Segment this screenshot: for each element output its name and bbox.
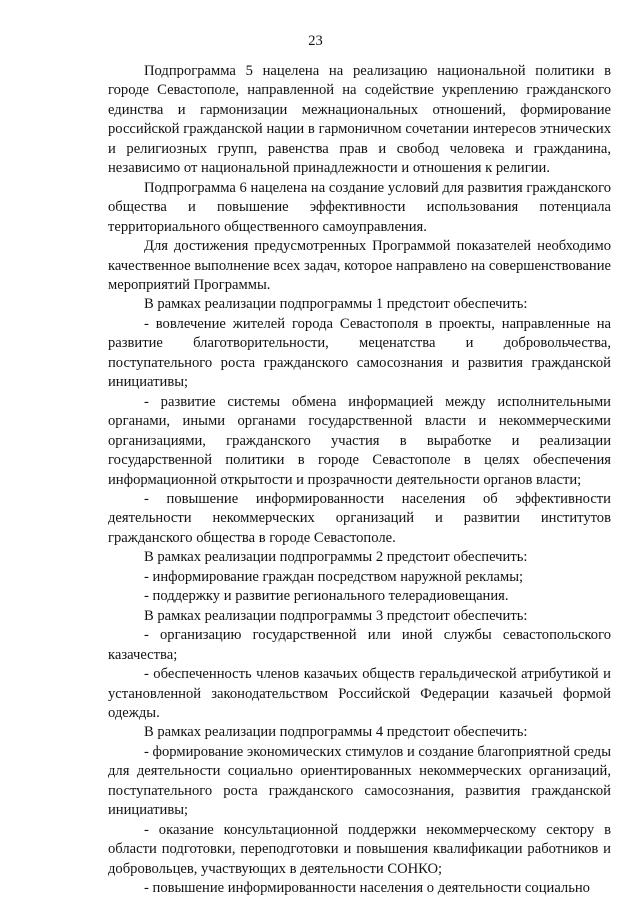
list-item-sub1-involvement: - вовлечение жителей города Севастополя в проекты, направленные на развитие благотворительности, меценатства и добровольчества, поступательного роста гражданского самосознания и развития гражданской инициативы; [108, 315, 611, 391]
list-item-sub2-broadcasting: - поддержку и развитие регионального телерадиовещания. [144, 588, 509, 605]
heading-subprogram-4: В рамках реализации подпрограммы 4 предстоит обеспечить: [144, 724, 528, 741]
page-number: 23 [308, 33, 323, 49]
document-body [108, 62, 611, 898]
list-item-sub4-incentives: - формирование экономических стимулов и создание благоприятной среды для деятельности социально ориентированных некоммерческих организаций, поступательного роста гражданского самосознания, развития гражданской инициативы; [108, 743, 611, 819]
paragraph-subprogram-6: Подпрограмма 6 нацелена на создание условий для развития гражданского общества и повышение эффективности использования потенциала территориального общественного самоуправления. [108, 179, 611, 235]
list-item-sub3-cossack-service: - организацию государственной или иной службы севастопольского казачества; [108, 627, 611, 663]
list-item-sub1-information-exchange: - развитие системы обмена информацией между исполнительными органами, иными органами государственной власти и некоммерческими организациями, гражданского участия в выработке и реализации государственной политики в городе Севастополе в целях обеспечения информационной открытости и прозрачности деятельности органов власти; [108, 393, 611, 488]
list-item-sub4-awareness: - повышение информированности населения о деятельности социально [144, 880, 590, 897]
paragraph-achievement: Для достижения предусмотренных Программой показателей необходимо качественное выполнение всех задач, которое направлено на совершенствование мероприятий Программы. [108, 238, 611, 293]
paragraph-subprogram-5: Подпрограмма 5 нацелена на реализацию национальной политики в городе Севастополе, направленной на содействие укреплению гражданского единства и гармонизации межнациональных отношений, формирование российской гражданской нации в гармоничном сочетании интересов этнических и религиозных групп, равенства прав и свобод человека и гражданина, независимо от национальной принадлежности и отношения к религии. [108, 63, 611, 177]
list-item-sub1-awareness: - повышение информированности населения об эффективности деятельности некоммерческих организаций и развитии институтов гражданского общества в городе Севастополе. [108, 490, 611, 546]
heading-subprogram-2: В рамках реализации подпрограммы 2 предстоит обеспечить: [144, 549, 528, 566]
heading-subprogram-3: В рамках реализации подпрограммы 3 предстоит обеспечить: [144, 607, 528, 624]
heading-subprogram-1: В рамках реализации подпрограммы 1 предстоит обеспечить: [144, 296, 528, 313]
list-item-sub4-consulting: - оказание консультационной поддержки некоммерческому сектору в области подготовки, переподготовки и повышения квалификации работников и добровольцев, участвующих в деятельности СОНКО; [108, 821, 611, 877]
list-item-sub3-heraldry: - обеспеченность членов казачьих обществ геральдической атрибутикой и установленной законодательством Российской Федерации казачьей формой одежды. [108, 666, 611, 721]
list-item-sub2-advertising: - информирование граждан посредством наружной рекламы; [144, 568, 524, 585]
